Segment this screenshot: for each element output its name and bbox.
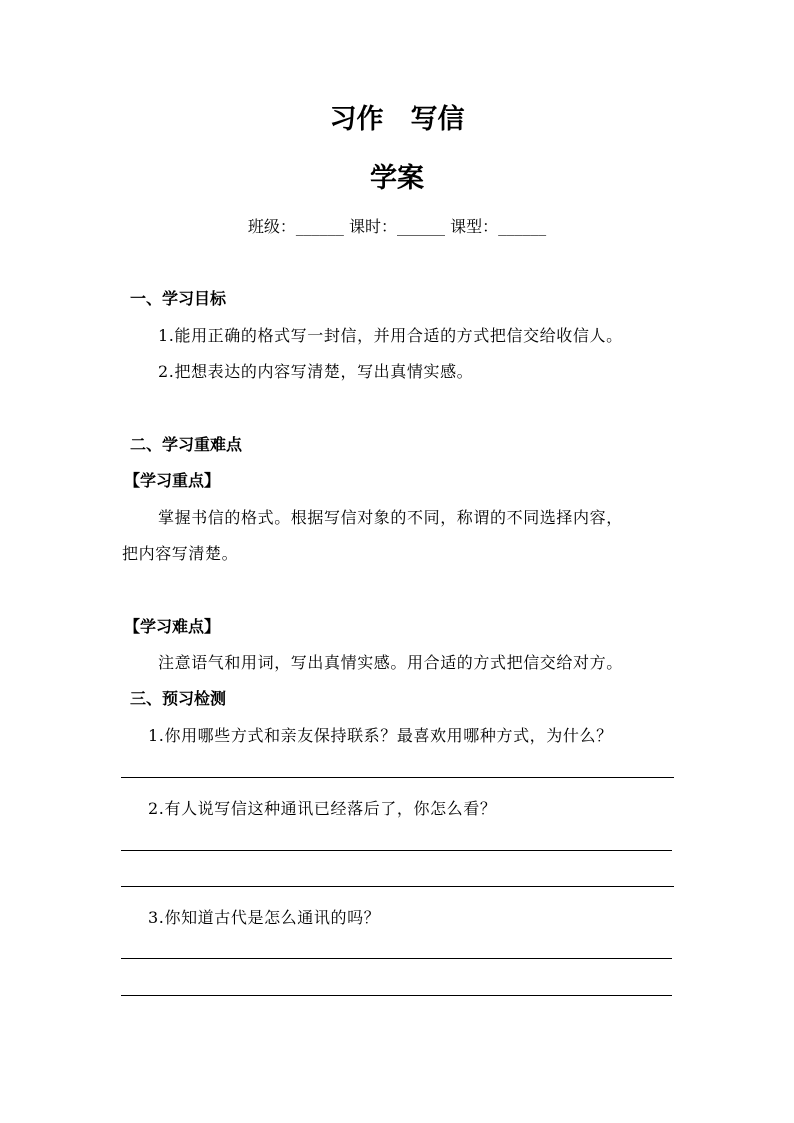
answer-line[interactable] — [121, 777, 674, 778]
page-subtitle: 学案 — [370, 163, 424, 194]
class-info-line: 班级：______ 课时：______ 课型：______ — [247, 217, 547, 236]
focus-label: 【学习重点】 — [124, 471, 221, 490]
objective-item: 2.把想表达的内容写清楚，写出真情实感。 — [158, 362, 474, 381]
answer-line[interactable] — [121, 995, 672, 996]
focus-text-line: 掌握书信的格式。根据写信对象的不同，称谓的不同选择内容， — [158, 508, 623, 527]
focus-text-line: 把内容写清楚。 — [122, 544, 239, 563]
page-title: 习作 写信 — [329, 104, 465, 135]
section-heading-key-points: 二、学习重难点 — [130, 435, 243, 454]
difficulty-text: 注意语气和用词，写出真情实感。用合适的方式把信交给对方。 — [158, 653, 623, 672]
preview-question: 1.你用哪些方式和亲友保持联系？最喜欢用哪种方式，为什么？ — [148, 726, 613, 745]
section-heading-objectives: 一、学习目标 — [130, 289, 227, 308]
objective-item: 1.能用正确的格式写一封信，并用合适的方式把信交给收信人。 — [158, 326, 623, 345]
section-heading-preview: 三、预习检测 — [130, 689, 227, 708]
preview-question: 2.有人说写信这种通讯已经落后了，你怎么看？ — [148, 799, 497, 818]
answer-line[interactable] — [121, 850, 672, 851]
answer-line[interactable] — [121, 886, 674, 887]
difficulty-label: 【学习难点】 — [124, 617, 221, 636]
preview-question: 3.你知道古代是怎么通讯的吗？ — [148, 908, 381, 927]
answer-line[interactable] — [121, 958, 672, 959]
